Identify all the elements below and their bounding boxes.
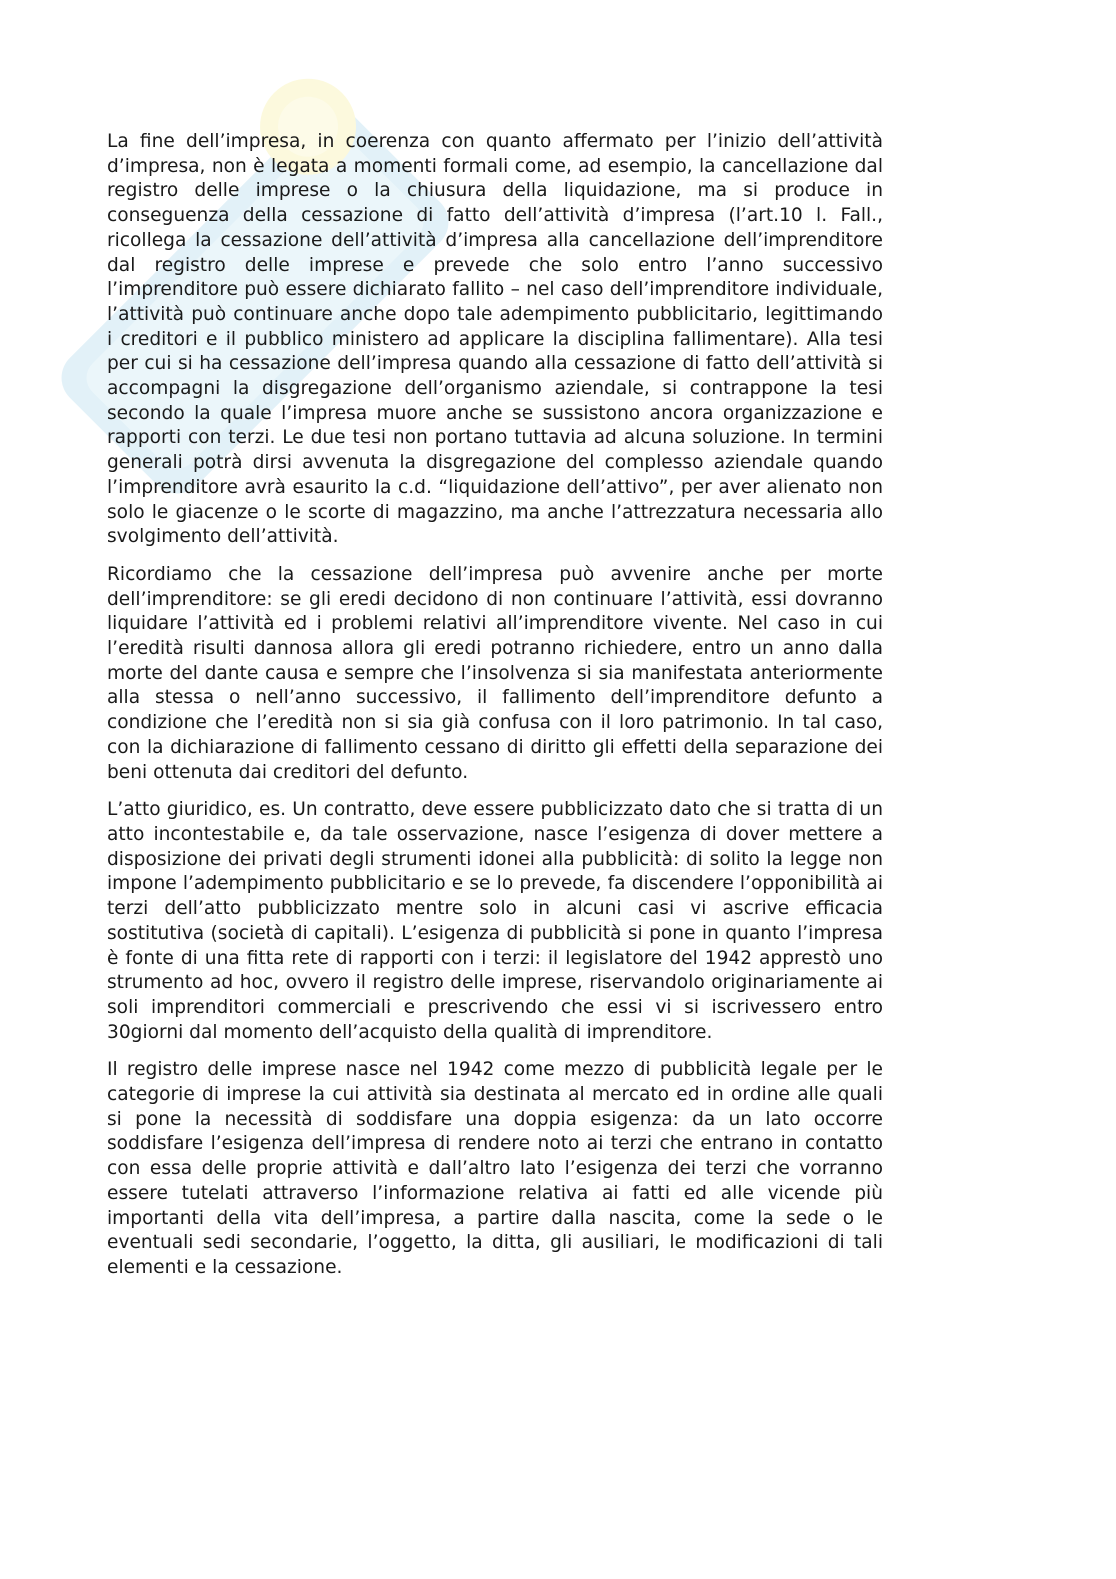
paragraph-registro-imprese: Il registro delle imprese nasce nel 1942 come mezzo di pubblicità legale per le categorie di imprese la cui attività sia destinata al mercato ed in ordine alle quali si pone la necessità di soddisfare una doppia esigenza: da un lato occorre soddisfare l’esigenza dell’impresa di rendere noto ai terzi che entrano in contatto con essa delle proprie attività e dall’altro lato l’esigenza dei terzi che vorranno essere tutelati attraverso l’informazione relativa ai fatti ed alle vicende più importanti della vita dell’impresa, a partire dalla nascita, come la sede o le eventuali sedi secondarie, l’oggetto, la ditta, gli ausiliari, le modificazioni di tali elementi e la cessazione. bbox=[107, 1059, 883, 1278]
document-body bbox=[107, 130, 883, 1294]
paragraph-morte-imprenditore: Ricordiamo che la cessazione dell’impresa può avvenire anche per morte dell’imprenditore: se gli eredi decidono di non continuare l’attività, essi dovranno liquidare l’attività ed i problemi relativi all’imprenditore vivente. Nel caso in cui l’eredità risulti dannosa allora gli eredi potranno richiedere, entro un anno dalla morte del dante causa e sempre che l’insolvenza si sia manifestata anteriormente alla stessa o nell’anno successivo, il fallimento dell’imprenditore defunto a condizione che l’eredità non si sia già confusa con il loro patrimonio. In tal caso, con la dichiarazione di fallimento cessano di diritto gli effetti della separazione dei beni ottenuta dai creditori del defunto. bbox=[107, 563, 883, 783]
paragraph-atto-giuridico: L’atto giuridico, es. Un contratto, deve essere pubblicizzato dato che si tratta di un atto incontestabile e, da tale osservazione, nasce l’esigenza di dover mettere a disposizione dei privati degli strumenti idonei alla pubblicità: di solito la legge non impone l’adempimento pubblicitario e se lo prevede, fa discendere l’opponibilità ai terzi dell’atto pubblicizzato mentre solo in alcuni casi vi ascrive efficacia sostitutiva (società di capitali). L’esigenza di pubblicità si pone in quanto l’impresa è fonte di una fitta rete di rapporti con i terzi: il legislatore del 1942 apprestò uno strumento ad hoc, ovvero il registro delle imprese, riservandolo originariamente ai soli imprenditori commerciali e prescrivendo che essi vi si iscrivessero entro 30giorni dal momento dell’acquisto della qualità di imprenditore. bbox=[107, 799, 883, 1043]
paragraph-fine-impresa: La fine dell’impresa, in coerenza con quanto affermato per l’inizio dell’attività d’impresa, non è legata a momenti formali come, ad esempio, la cancellazione dal registro delle imprese o la chiusura della liquidazione, ma si produce in conseguenza della cessazione di fatto dell’attività d’impresa (l’art.10 l. Fall., ricollega la cessazione dell’attività d’impresa alla cancellazione dell’imprenditore dal registro delle imprese e prevede che solo entro l’anno successivo l’imprenditore può essere dichiarato fallito – nel caso dell’imprenditore individuale, l’attività può continuare anche dopo tale adempimento pubblicitario, legittimando i creditori e il pubblico ministero ad applicare la disciplina fallimentare). Alla tesi per cui si ha cessazione dell’impresa quando alla cessazione di fatto dell’attività si accompagni la disgregazione dell’organismo aziendale, si contrappone la tesi secondo la quale l’impresa muore anche se sussistono ancora organizzazione e rapporti con terzi. Le due tesi non portano tuttavia ad alcuna soluzione. In termini generali potrà dirsi avvenuta la disgregazione del complesso aziendale quando l’imprenditore avrà esaurito la c.d. “liquidazione dell’attivo”, per aver alienato non solo le giacenze o le scorte di magazzino, ma anche l’attrezzatura necessaria allo svolgimento dell’attività. bbox=[107, 131, 883, 548]
